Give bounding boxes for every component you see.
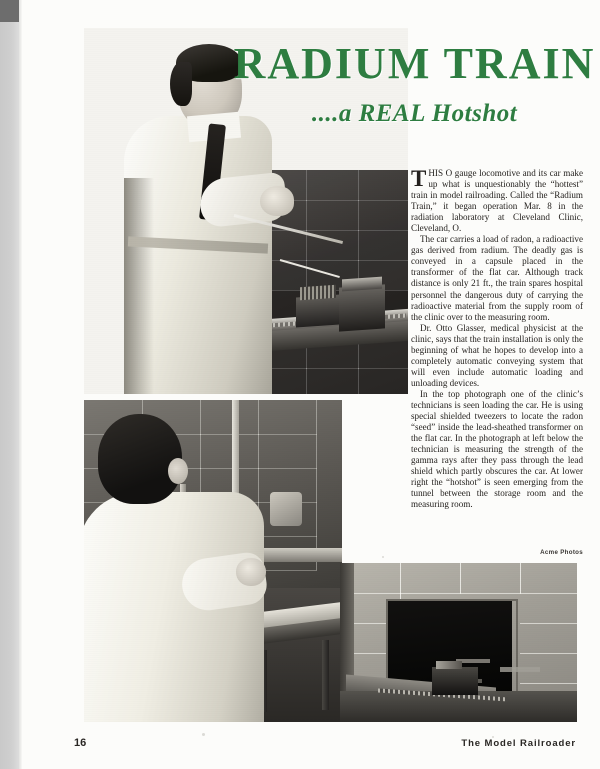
- photo-credit: Acme Photos: [540, 549, 583, 556]
- article-paragraph-4: In the top photograph one of the clinic’s technicians is seen loading the car. He is using special shielded tweezers to locate the radon “seed” inside the lead-sheathed transformer on the flat car. In the photograph at left below the technician is measuring the strength of the gamma rays after they pass through the lead shield which partly obscures the car. At lower right the “hotshot” is seen emerging from the tunnel between the storage room and the measuring room.: [411, 388, 583, 510]
- page-title: RADIUM TRAIN: [233, 39, 596, 88]
- lead-smallcaps: HIS O: [428, 168, 453, 178]
- paper-speck: [382, 556, 384, 558]
- paper-surface: [22, 0, 600, 769]
- article-body-column: [411, 168, 583, 510]
- scanner-gutter-marker: [0, 0, 19, 22]
- photo-grain-overlay: [84, 400, 342, 722]
- article-paragraph-3: Dr. Otto Glasser, medical physicist at the clinic, says that the train installation is only the beginning of what he hopes to develop into a completely automatic conveying system that will even include automatic loading and unloading devices.: [411, 322, 583, 388]
- paragraph-1-text: gauge locomotive and its car make up what is unquestionably the “hottest” train in model railroading. Called the “Radium Train,” it began operation Mar. 8 in the radiation laboratory at Cleveland Clinic, Cleveland, O.: [411, 168, 583, 234]
- photo-lower-left-measuring-gamma-rays: [84, 400, 342, 722]
- masthead: [227, 39, 600, 128]
- running-head: The Model Railroader: [461, 738, 576, 749]
- page-subtitle: ....a REAL Hotshot: [311, 100, 518, 127]
- page-number: 16: [74, 737, 87, 749]
- article-paragraph-1: [411, 168, 583, 234]
- paper-speck: [492, 736, 494, 738]
- paper-speck: [202, 733, 205, 736]
- photo-lower-right-tunnel: [340, 563, 577, 722]
- scanner-gutter: [0, 0, 19, 769]
- drop-cap: T: [411, 166, 427, 191]
- article-paragraph-2: The car carries a load of radon, a radioactive gas derived from radium. The deadly gas is conveyed in a capsule placed in the transformer of the flat car. Although track distance is only 21 ft., the train spares hospital personnel the dangerous duty of carrying the radioactive material from the supply room of the clinic over to the measuring room.: [411, 234, 583, 322]
- photo-grain-overlay: [340, 563, 577, 722]
